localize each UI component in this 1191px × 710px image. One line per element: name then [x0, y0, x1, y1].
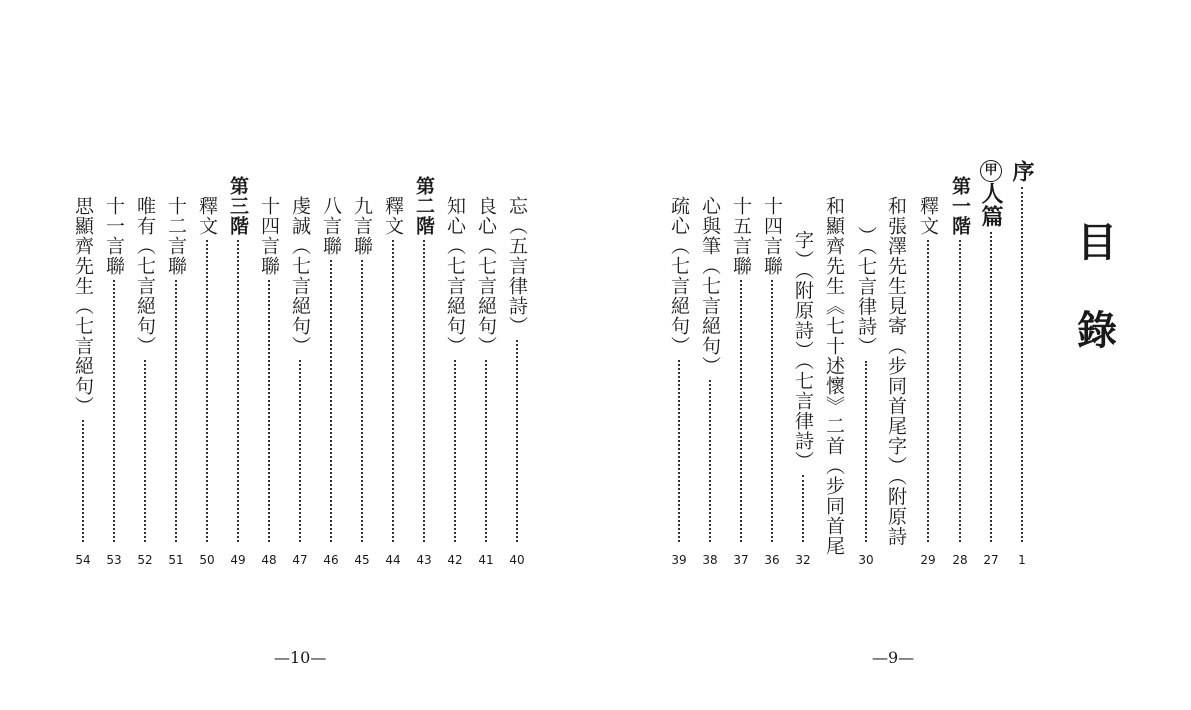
- entry-text: 序: [1009, 160, 1035, 183]
- leader-dots: [144, 360, 146, 542]
- leader-dots: [1021, 187, 1023, 542]
- entry-text: 十四言聯: [258, 196, 280, 276]
- toc-entry: [977, 160, 1005, 548]
- entry-page: 42: [447, 553, 463, 567]
- toc-entry: [758, 196, 786, 548]
- toc-entry: [441, 196, 469, 548]
- leader-dots: [82, 420, 84, 542]
- entry-page: 1: [1018, 553, 1026, 567]
- toc-entry: [348, 196, 376, 548]
- entry-page: 38: [702, 553, 718, 567]
- toc-entry: [379, 196, 407, 548]
- toc-heading: [1072, 218, 1122, 356]
- entry-page: 30: [858, 553, 874, 567]
- entry-page: 51: [168, 553, 184, 567]
- entry-page: 37: [733, 553, 749, 567]
- leader-dots: [516, 340, 518, 542]
- page-number: —10—: [274, 648, 327, 667]
- toc-entry: [665, 196, 693, 548]
- entry-page: 39: [671, 553, 687, 567]
- entry-text: 釋文: [196, 196, 218, 236]
- entry-page: 29: [920, 553, 936, 567]
- entry-text: 釋文: [917, 196, 939, 236]
- entry-page: 44: [385, 553, 401, 567]
- page-number: —9—: [872, 648, 915, 667]
- entry-page: 53: [106, 553, 122, 567]
- leader-dots: [927, 240, 929, 542]
- entry-page: 28: [952, 553, 968, 567]
- leader-dots: [361, 260, 363, 542]
- toc-entry: [410, 176, 438, 548]
- entry-text: 良心（七言絕句）: [475, 196, 497, 356]
- entry-text: 和顯齊先生《七十述懷》二首（步同首尾: [823, 196, 845, 556]
- entry-page: 54: [75, 553, 91, 567]
- toc-entry: [69, 196, 97, 548]
- entry-text: 人篇: [978, 182, 1004, 228]
- entry-text: 第一階: [949, 176, 971, 236]
- entry-text: 知心（七言絕句）: [444, 196, 466, 356]
- entry-page: 32: [795, 553, 811, 567]
- entry-text: 思顯齊先生（七言絕句）: [72, 196, 94, 416]
- entry-page: 48: [261, 553, 277, 567]
- toc-entry: [1008, 160, 1036, 548]
- toc-entry: [503, 196, 531, 548]
- entry-page: 50: [199, 553, 215, 567]
- entry-page: 41: [478, 553, 494, 567]
- toc-entry: [162, 196, 190, 548]
- leader-dots: [268, 280, 270, 542]
- entry-page: 47: [292, 553, 308, 567]
- toc-entry: [789, 230, 817, 548]
- entry-text: ）（七言律詩）: [855, 226, 877, 357]
- leader-dots: [299, 360, 301, 542]
- entry-page: 46: [323, 553, 339, 567]
- entry-text: 虔誠（七言絕句）: [289, 196, 311, 356]
- entry-text: 十五言聯: [730, 196, 752, 276]
- leader-dots: [990, 232, 992, 542]
- leader-dots: [206, 240, 208, 542]
- leader-dots: [330, 260, 332, 542]
- toc-entry: [255, 196, 283, 548]
- leader-dots: [485, 360, 487, 542]
- entry-text: 忘（五言律詩）: [506, 196, 528, 336]
- entry-text: 十四言聯: [761, 196, 783, 276]
- leader-dots: [959, 240, 961, 542]
- leader-dots: [392, 240, 394, 542]
- entry-text: 十一言聯: [103, 196, 125, 276]
- leader-dots: [237, 240, 239, 542]
- toc-heading-char-1: 目: [1077, 219, 1117, 266]
- entry-text: 第三階: [227, 176, 249, 236]
- toc-entry: [946, 176, 974, 548]
- entry-text: 字）（附原詩）（七言律詩）: [792, 230, 814, 471]
- toc-entry: [820, 196, 848, 556]
- entry-page: 36: [764, 553, 780, 567]
- toc-entry: [131, 196, 159, 548]
- leader-dots: [175, 280, 177, 542]
- toc-entry: [317, 196, 345, 548]
- leader-dots: [678, 360, 680, 542]
- toc-heading-char-2: 錄: [1077, 307, 1117, 354]
- entry-text: 疏心（七言絕句）: [668, 196, 690, 356]
- leader-dots: [771, 280, 773, 542]
- entry-text: 心與筆（七言絕句）: [699, 196, 721, 376]
- toc-entry: [100, 196, 128, 548]
- entry-page: 27: [983, 553, 999, 567]
- leader-dots: [865, 361, 867, 543]
- entry-page: 52: [137, 553, 153, 567]
- toc-entry: [472, 196, 500, 548]
- entry-page: 45: [354, 553, 370, 567]
- toc-entry: [696, 196, 724, 548]
- entry-text: 十二言聯: [165, 196, 187, 276]
- section-badge: 甲: [980, 160, 1002, 182]
- leader-dots: [802, 475, 804, 542]
- toc-entry: [193, 196, 221, 548]
- toc-entry: [882, 196, 910, 547]
- entry-page: 43: [416, 553, 432, 567]
- leader-dots: [709, 380, 711, 542]
- entry-text: 第二階: [413, 176, 435, 236]
- toc-entry: [224, 176, 252, 548]
- entry-text: 和張澤先生見寄（步同首尾字）（附原詩: [885, 196, 907, 547]
- toc-entry: [852, 226, 880, 548]
- toc-entry: [914, 196, 942, 548]
- leader-dots: [113, 280, 115, 542]
- toc-entry: [286, 196, 314, 548]
- entry-text: 唯有（七言絕句）: [134, 196, 156, 356]
- entry-text: 釋文: [382, 196, 404, 236]
- leader-dots: [454, 360, 456, 542]
- leader-dots: [423, 240, 425, 542]
- toc-entry: [727, 196, 755, 548]
- entry-text: 九言聯: [351, 196, 373, 256]
- entry-page: 40: [509, 553, 525, 567]
- entry-page: 49: [230, 553, 246, 567]
- leader-dots: [740, 280, 742, 542]
- entry-text: 八言聯: [320, 196, 342, 256]
